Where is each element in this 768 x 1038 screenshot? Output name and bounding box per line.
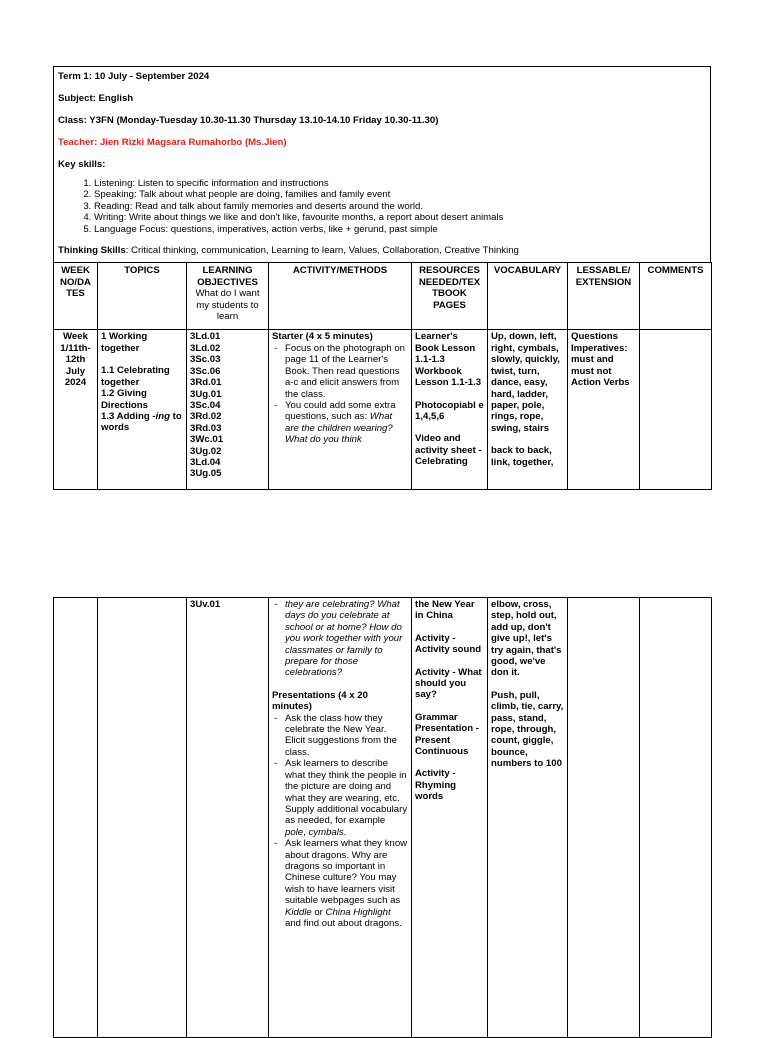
topic-text: to words <box>101 410 182 434</box>
key-skill-item: 5. Language Focus: questions, imperatives, action verbs, like + gerund, past simple <box>94 224 706 235</box>
resource-item: Grammar Presentation - Present Continuous <box>415 711 479 758</box>
key-skills-label: Key skills: <box>58 158 106 170</box>
objectives-cell <box>187 330 269 490</box>
activity-italic: What are the children wearing? What do you think <box>285 411 393 446</box>
topics-cell <box>98 330 187 490</box>
extension-cell: Questions Imperatives: must and must not Action Verbs <box>568 330 640 490</box>
comments-cell <box>640 598 712 1038</box>
topic-text: 1.3 Adding <box>101 410 153 422</box>
topics-cell <box>98 598 187 1038</box>
activity-italic: they are celebrating? What days do you celebrate at school or at home? How do you work together with your classmates or family to prepare for those celebrations? <box>285 599 403 679</box>
activity-italic: Kiddle <box>285 906 312 918</box>
vocabulary-item: elbow, cross, step, hold out, add up, don't give up!, let's try again, that's good, we've don it. <box>491 599 562 679</box>
objective-code: 3Ug.02 <box>190 445 222 457</box>
comments-cell <box>640 330 712 490</box>
activity-step <box>285 838 408 929</box>
topic-item: 1.1 Celebrating together <box>101 365 170 388</box>
key-skill-item: 3. Reading: Read and talk about family memories and deserts around the world. <box>94 201 706 212</box>
objective-code: 3Sc.03 <box>190 354 221 366</box>
col-activity: ACTIVITY/METHODS <box>269 263 412 330</box>
topic-item: 1.2 Giving Directions <box>101 388 148 411</box>
col-topics: TOPICS <box>98 263 187 330</box>
starter-heading: Starter (4 x 5 minutes) <box>272 331 373 343</box>
objectives-cell: 3Uv.01 <box>187 598 269 1038</box>
objective-code: 3Wc.01 <box>190 434 224 446</box>
activity-text: , <box>303 826 309 838</box>
topic-italic: -ing <box>152 410 170 422</box>
resource-item: Activity - What should you say? <box>415 666 482 701</box>
activity-text: . <box>343 826 347 838</box>
lesson-table <box>53 262 712 490</box>
lesson-table-continued <box>53 597 712 1038</box>
vocabulary-cell <box>488 330 568 490</box>
thinking-skills-line <box>58 245 706 256</box>
lesson-plan-part-1 <box>53 66 711 490</box>
activity-text: and find out about dragons. <box>285 917 402 929</box>
activity-text: Ask learners to describe what they think the people in the picture are doing and what they are wearing, etc. Supply additional vocabulary as needed, for example <box>285 758 408 827</box>
activity-italic: pole <box>285 826 304 838</box>
presentations-heading: Presentations (4 x 20 minutes) <box>272 689 368 713</box>
objective-code: 3Rd.01 <box>190 377 222 389</box>
col-comments: COMMENTS <box>640 263 712 330</box>
teacher-line: Teacher: Jien Rizki Magsara Rumahorbo (Ms.Jien) <box>58 136 287 148</box>
lesson-plan-part-2 <box>53 597 711 1038</box>
resource-item: Activity - Activity sound <box>415 632 482 656</box>
vocabulary-item: Up, down, left, right, cymbals, slowly, quickly, twist, turn, dance, easy, hard, ladder, paper, pole, rings, rope, swing, stairs <box>491 331 560 434</box>
table-row <box>54 598 712 1038</box>
col-objectives-sub: What do I want my students to learn <box>195 288 260 323</box>
plan-info <box>53 66 711 262</box>
key-skill-item: 2. Speaking: Talk about what people are doing, families and family event <box>94 189 706 200</box>
key-skill-item: 4. Writing: Write about things we like and don't like, favourite months, a report about desert animals <box>94 212 706 223</box>
starter-list <box>272 343 408 446</box>
topic-item <box>101 411 183 434</box>
activity-step: - Focus on the photograph on page 11 of the Learner's Book. Then read questions a-c and elicit answers from the class. <box>285 343 408 400</box>
objective-code: 3Ug.05 <box>190 468 222 480</box>
resources-cell <box>412 330 488 490</box>
col-vocabulary: VOCABULARY <box>488 263 568 330</box>
col-extension: LESSABLE/ EXTENSION <box>568 263 640 330</box>
key-skill-item: 1. Listening: Listen to specific information and instructions <box>94 178 706 189</box>
objective-code: 3Ug.01 <box>190 388 222 400</box>
activity-text: Ask learners what they know about dragons. Why are dragons so important in Chinese culture? You may wish to have learners visit suitable webpages such as <box>285 838 408 907</box>
objective-code: 3Rd.03 <box>190 422 222 434</box>
thinking-skills-label: Thinking Skills <box>58 245 126 257</box>
class-line: Class: Y3FN (Monday-Tuesday 10.30-11.30 Thursday 13.10-14.10 Friday 10.30-11.30) <box>58 114 439 126</box>
activity-cell <box>269 330 412 490</box>
activity-italic: cymbals <box>308 826 344 838</box>
col-objectives <box>187 263 269 330</box>
activity-step <box>285 758 408 838</box>
col-objectives-title: LEARNING OBJECTIVES <box>197 265 258 288</box>
objective-code: 3Sc.06 <box>190 365 221 377</box>
objective-code: 3Sc.04 <box>190 399 221 411</box>
activity-continued-text <box>285 599 408 679</box>
resource-item: Activity - Rhyming words <box>415 768 457 803</box>
activity-text: You could add some extra questions, such as: <box>285 399 396 423</box>
key-skills-list <box>58 178 706 235</box>
activity-italic: China Highlight <box>325 906 391 918</box>
col-resources: RESOURCES NEEDED/TEX TBOOK PAGES <box>412 263 488 330</box>
week-cell <box>54 598 98 1038</box>
topic-item: 1 Working together <box>101 331 148 354</box>
thinking-skills-text: : Critical thinking, communication, Learning to learn, Values, Collaboration, Creative Thinking <box>125 245 519 257</box>
objective-code: 3Ld.02 <box>190 342 221 354</box>
term-line: Term 1: 10 July - September 2024 <box>58 71 210 82</box>
week-cell: Week 1/11th-12th July 2024 <box>54 330 98 490</box>
objective-code: 3Rd.02 <box>190 411 222 423</box>
activity-cell <box>269 598 412 1038</box>
objective-code: 3Ld.01 <box>190 331 221 343</box>
resource-item: Learner's Book Lesson 1.1-1.3 Workbook Lesson 1.1-1.3 <box>415 331 482 389</box>
vocabulary-cell <box>488 598 568 1038</box>
resource-item: Photocopiabl e 1,4,5,6 <box>415 399 484 422</box>
activity-step: - Ask the class how they celebrate the New Year. Elicit suggestions from the class. <box>285 713 408 759</box>
resource-item: Video and activity sheet - Celebrating <box>415 433 482 468</box>
vocabulary-item: back to back, link, together, <box>491 445 554 468</box>
subject-line: Subject: English <box>58 92 134 104</box>
table-header-row <box>54 263 712 330</box>
activity-list-continued <box>272 599 408 679</box>
resources-cell <box>412 598 488 1038</box>
activity-step <box>285 400 408 446</box>
table-row <box>54 330 712 490</box>
extension-cell <box>568 598 640 1038</box>
vocabulary-item: Push, pull, climb, tie, carry, pass, stand, rope, through, count, giggle, bounce, numbers to 100 <box>491 689 564 770</box>
objective-code: 3Ld.04 <box>190 456 221 468</box>
presentations-list <box>272 713 408 930</box>
col-week: WEEK NO/DA TES <box>54 263 98 330</box>
activity-text: or <box>311 906 326 918</box>
resource-item: the New Year in China <box>415 599 475 622</box>
